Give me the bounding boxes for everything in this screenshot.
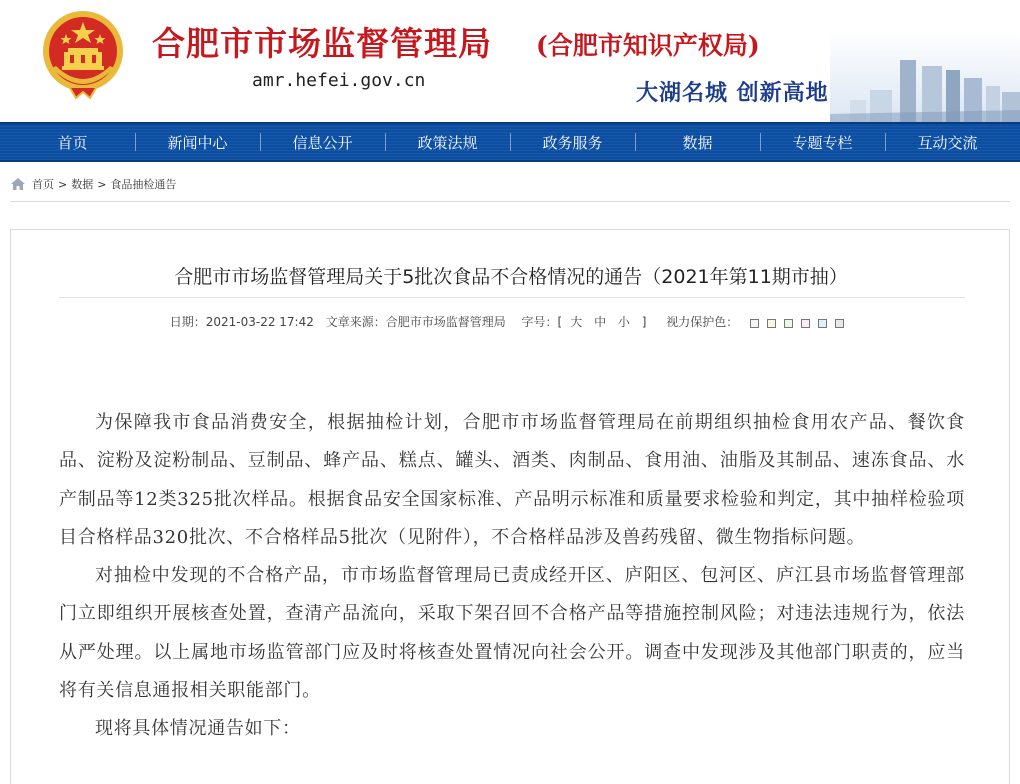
breadcrumb-separator: > (97, 177, 107, 191)
nav-news-center[interactable]: 新闻中心 (135, 124, 260, 160)
breadcrumb-divider (10, 201, 1010, 202)
breadcrumb-food-inspection[interactable]: 食品抽检通告 (110, 178, 177, 191)
breadcrumb-data[interactable]: 数据 (71, 178, 94, 191)
article-date: 日期：2021-03-22 17:42 (169, 315, 314, 329)
nav-special-topics[interactable]: 专题专栏 (760, 124, 885, 160)
home-icon (10, 177, 26, 191)
eye-care-control (662, 315, 852, 329)
breadcrumb-separator: > (58, 177, 68, 191)
slogan: 大湖名城 创新高地 (636, 80, 829, 106)
eye-care-swatch[interactable] (801, 319, 810, 328)
main-nav (0, 122, 1020, 162)
site-url[interactable]: amr.hefei.gov.cn (252, 70, 426, 91)
eye-care-swatches (746, 316, 848, 330)
article-meta (11, 313, 1011, 330)
breadcrumb-home[interactable]: 首页 (32, 178, 54, 191)
nav-home[interactable]: 首页 (57, 133, 88, 152)
font-size-control (518, 315, 651, 329)
site-header (0, 0, 1020, 122)
article-body (59, 404, 965, 749)
eye-care-label: 视力保护色： (666, 315, 739, 329)
city-skyline-image (830, 30, 1020, 122)
article-title: 合肥市市场监督管理局关于5批次食品不合格情况的通告（2021年第11期市抽） (174, 266, 848, 288)
nav-policies[interactable]: 政策法规 (385, 124, 510, 160)
eye-care-swatch[interactable] (818, 319, 827, 328)
site-subtitle: (合肥市知识产权局) (536, 31, 760, 60)
nav-interaction[interactable]: 互动交流 (885, 124, 1010, 160)
font-size-medium[interactable]: 中 (594, 315, 607, 329)
nav-services[interactable]: 政务服务 (510, 124, 635, 160)
font-size-small[interactable]: 小 (617, 315, 630, 329)
eye-care-swatch[interactable] (750, 319, 759, 328)
font-size-large[interactable]: 大 (570, 315, 583, 329)
article-panel (10, 229, 1010, 784)
title-divider (59, 297, 965, 298)
font-size-label: 字号：[ (521, 315, 563, 329)
eye-care-swatch[interactable] (835, 319, 844, 328)
eye-care-swatch[interactable] (784, 319, 793, 328)
article-paragraph: 对抽检中发现的不合格产品，市市场监督管理局已责成经开区、庐阳区、包河区、庐江县市场监督管理部门立即组织开展核查处置，查清产品流向，采取下架召回不合格产品等措施控制风险；对违法违规行为，依法从严处理。以上属地市场监管部门应及时将核查处置情况向社会公开。调查中发现涉及其他部门职责的，应当将有关信息通报相关职能部门。 (59, 565, 965, 702)
article-source: 文章来源：合肥市市场监督管理局 (325, 315, 506, 329)
site-title: 合肥市市场监督管理局 (152, 24, 492, 63)
breadcrumb (10, 175, 176, 193)
nav-info-disclosure[interactable]: 信息公开 (260, 124, 385, 160)
nav-data[interactable]: 数据 (635, 124, 760, 160)
article-paragraph: 为保障我市食品消费安全，根据抽检计划，合肥市市场监督管理局在前期组织抽检食用农产品、餐饮食品、淀粉及淀粉制品、豆制品、蜂产品、糕点、罐头、酒类、肉制品、食用油、油脂及其制品、速冻食品、水产制品等12类325批次样品。根据食品安全国家标准、产品明示标准和质量要求检验和判定，其中抽样检验项目合格样品320批次、不合格样品5批次（见附件），不合格样品涉及兽药残留、微生物指标问题。 (59, 412, 965, 548)
eye-care-swatch[interactable] (767, 319, 776, 328)
font-size-close: ] (641, 315, 647, 329)
national-emblem-icon[interactable] (40, 8, 126, 100)
article-paragraph: 现将具体情况通告如下： (95, 718, 301, 740)
